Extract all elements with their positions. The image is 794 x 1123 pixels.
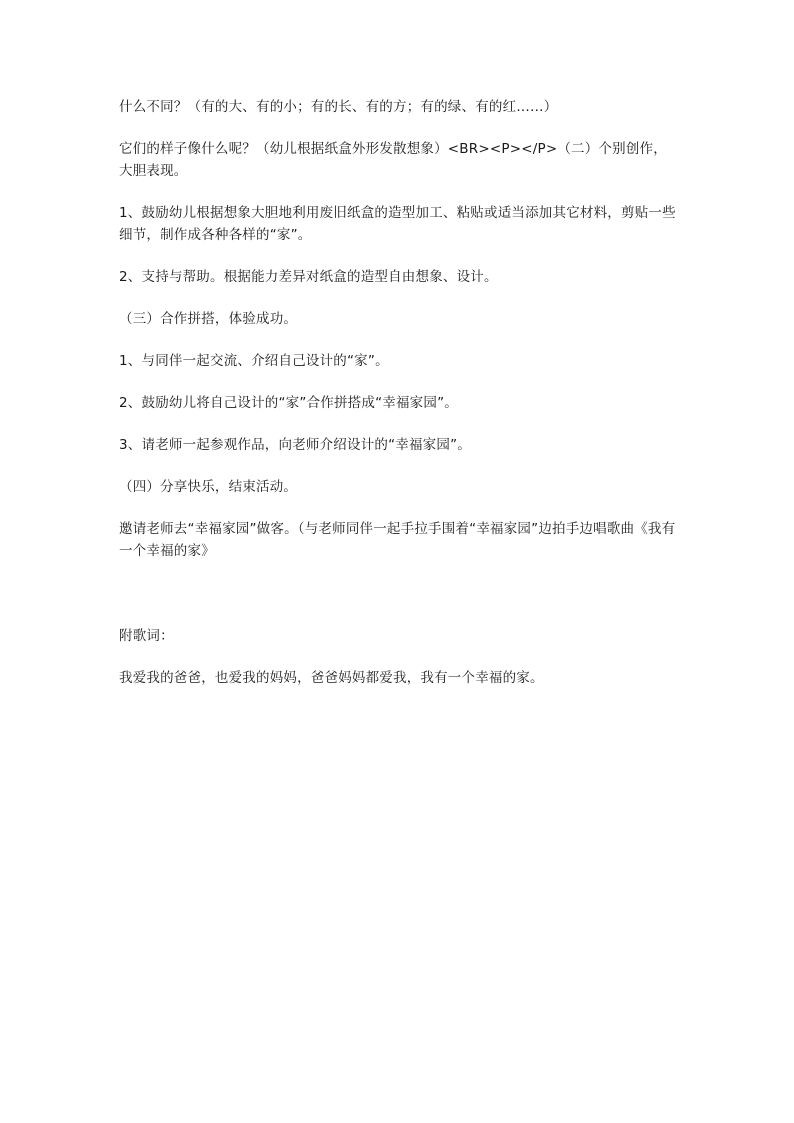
paragraph-build: 2、鼓励幼儿将自己设计的“家”合作拼搭成“幸福家园”。	[119, 395, 458, 411]
paragraph-step-1: 1、鼓励幼儿根据想象大胆地利用废旧纸盒的造型加工、粘贴或适当添加其它材料，剪贴一些细节，制作成各种各样的“家”。	[119, 205, 676, 243]
lyrics-heading: 附歌词：	[119, 628, 174, 644]
document-body	[119, 96, 679, 709]
lyrics-text: 我爱我的爸爸，也爱我的妈妈，爸爸妈妈都爱我，我有一个幸福的家。	[119, 670, 544, 686]
paragraph-exchange: 1、与同伴一起交流、介绍自己设计的“家”。	[119, 353, 389, 369]
blank-spacer	[119, 582, 679, 625]
paragraph-step-2: 2、支持与帮助。根据能力差异对纸盒的造型自由想象、设计。	[119, 269, 498, 285]
paragraph-imagination: 它们的样子像什么呢？（幼儿根据纸盒外形发散想象）<BR><P></P>（二）个别创作，大胆表现。	[119, 141, 667, 179]
section-heading-3: （三）合作拼搭，体验成功。	[119, 311, 298, 327]
paragraph-invite: 邀请老师去“幸福家园”做客。（与老师同伴一起手拉手围着“幸福家园”边拍手边唱歌曲《我有一个幸福的家》	[119, 521, 676, 559]
paragraph-visit: 3、请老师一起参观作品，向老师介绍设计的“幸福家园”。	[119, 437, 471, 453]
section-heading-4: （四）分享快乐，结束活动。	[119, 479, 298, 495]
paragraph-differences: 什么不同？（有的大、有的小；有的长、有的方；有的绿、有的红……）	[119, 99, 558, 115]
